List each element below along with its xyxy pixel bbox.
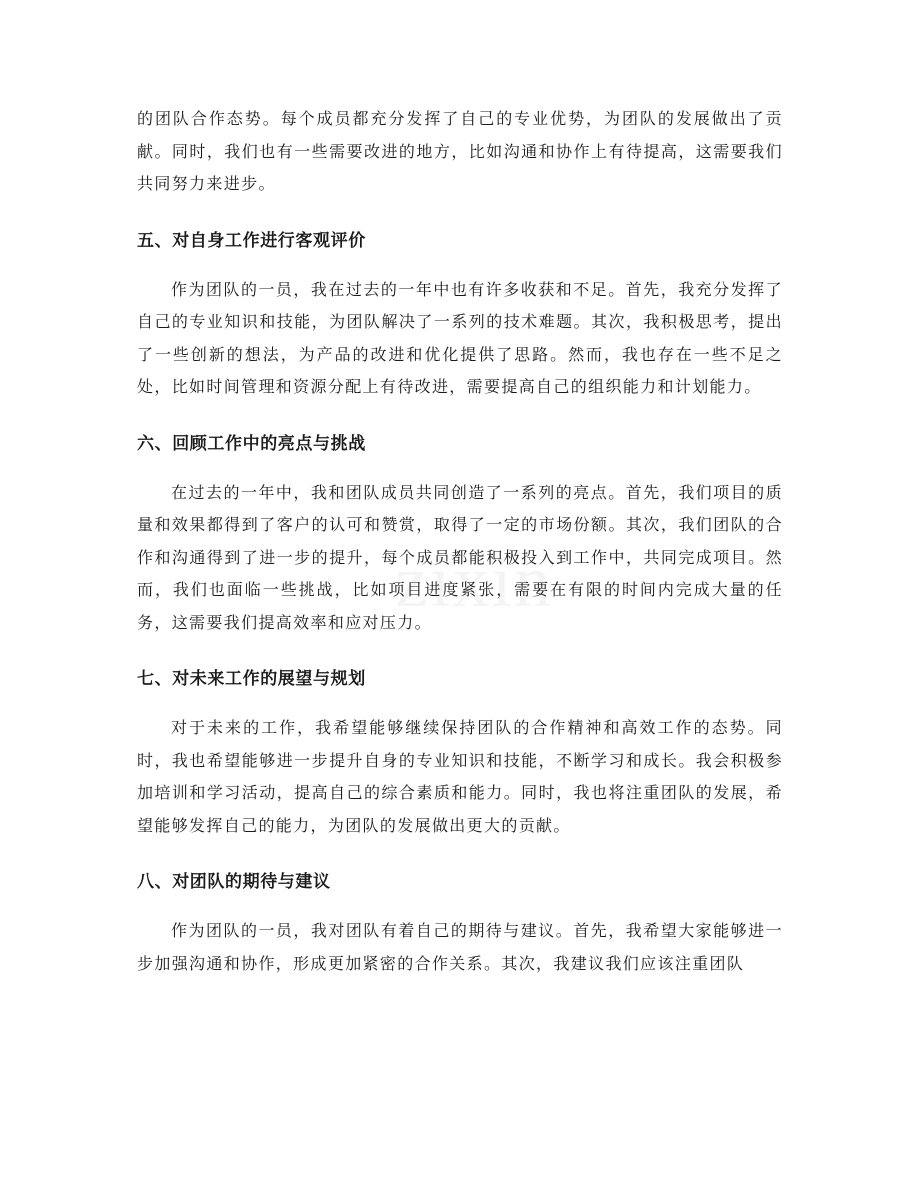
section-paragraph-8: 作为团队的一员，我对团队有着自己的期待与建议。首先，我希望大家能够进一步加强沟通和协作，形成更加紧密的合作关系。其次，我建议我们应该注重团队 (137, 921, 783, 973)
section-paragraph-5: 作为团队的一员，我在过去的一年中也有许多收获和不足。首先，我充分发挥了自己的专业知识和技能，为团队解决了一系列的技术难题。其次，我积极思考，提出了一些创新的想法，为产品的改进和优化提供了思路。然而，我也存在一些不足之处，比如时间管理和资源分配上有待改进，需要提高自己的组织能力和计划能力。 (137, 279, 783, 396)
section-paragraph-6: 在过去的一年中，我和团队成员共同创造了一系列的亮点。首先，我们项目的质量和效果都得到了客户的认可和赞赏，取得了一定的市场份额。其次，我们团队的合作和沟通得到了进一步的提升，每个成员都能积极投入到工作中，共同完成项目。然而，我们也面临一些挑战，比如项目进度紧张，需要在有限的时间内完成大量的任务，这需要我们提高效率和应对压力。 (137, 482, 783, 632)
section-heading-8: 八、对团队的期待与建议 (137, 872, 331, 892)
section-heading-5: 五、对自身工作进行客观评价 (137, 230, 366, 251)
document-body (137, 103, 783, 980)
section-heading-6: 六、回顾工作中的亮点与挑战 (137, 433, 366, 454)
section-heading-7: 七、对未来工作的展望与规划 (137, 669, 366, 689)
paragraph-continuation: 的团队合作态势。每个成员都充分发挥了自己的专业优势，为团队的发展做出了贡献。同时，我们也有一些需要改进的地方，比如沟通和协作上有待提高，这需要我们共同努力来进步。 (137, 109, 783, 193)
section-paragraph-7: 对于未来的工作，我希望能够继续保持团队的合作精神和高效工作的态势。同时，我也希望能够进一步提升自身的专业知识和技能，不断学习和成长。我会积极参加培训和学习活动，提高自己的综合素质和能力。同时，我也将注重团队的发展，希望能够发挥自己的能力，为团队的发展做出更大的贡献。 (137, 718, 783, 835)
